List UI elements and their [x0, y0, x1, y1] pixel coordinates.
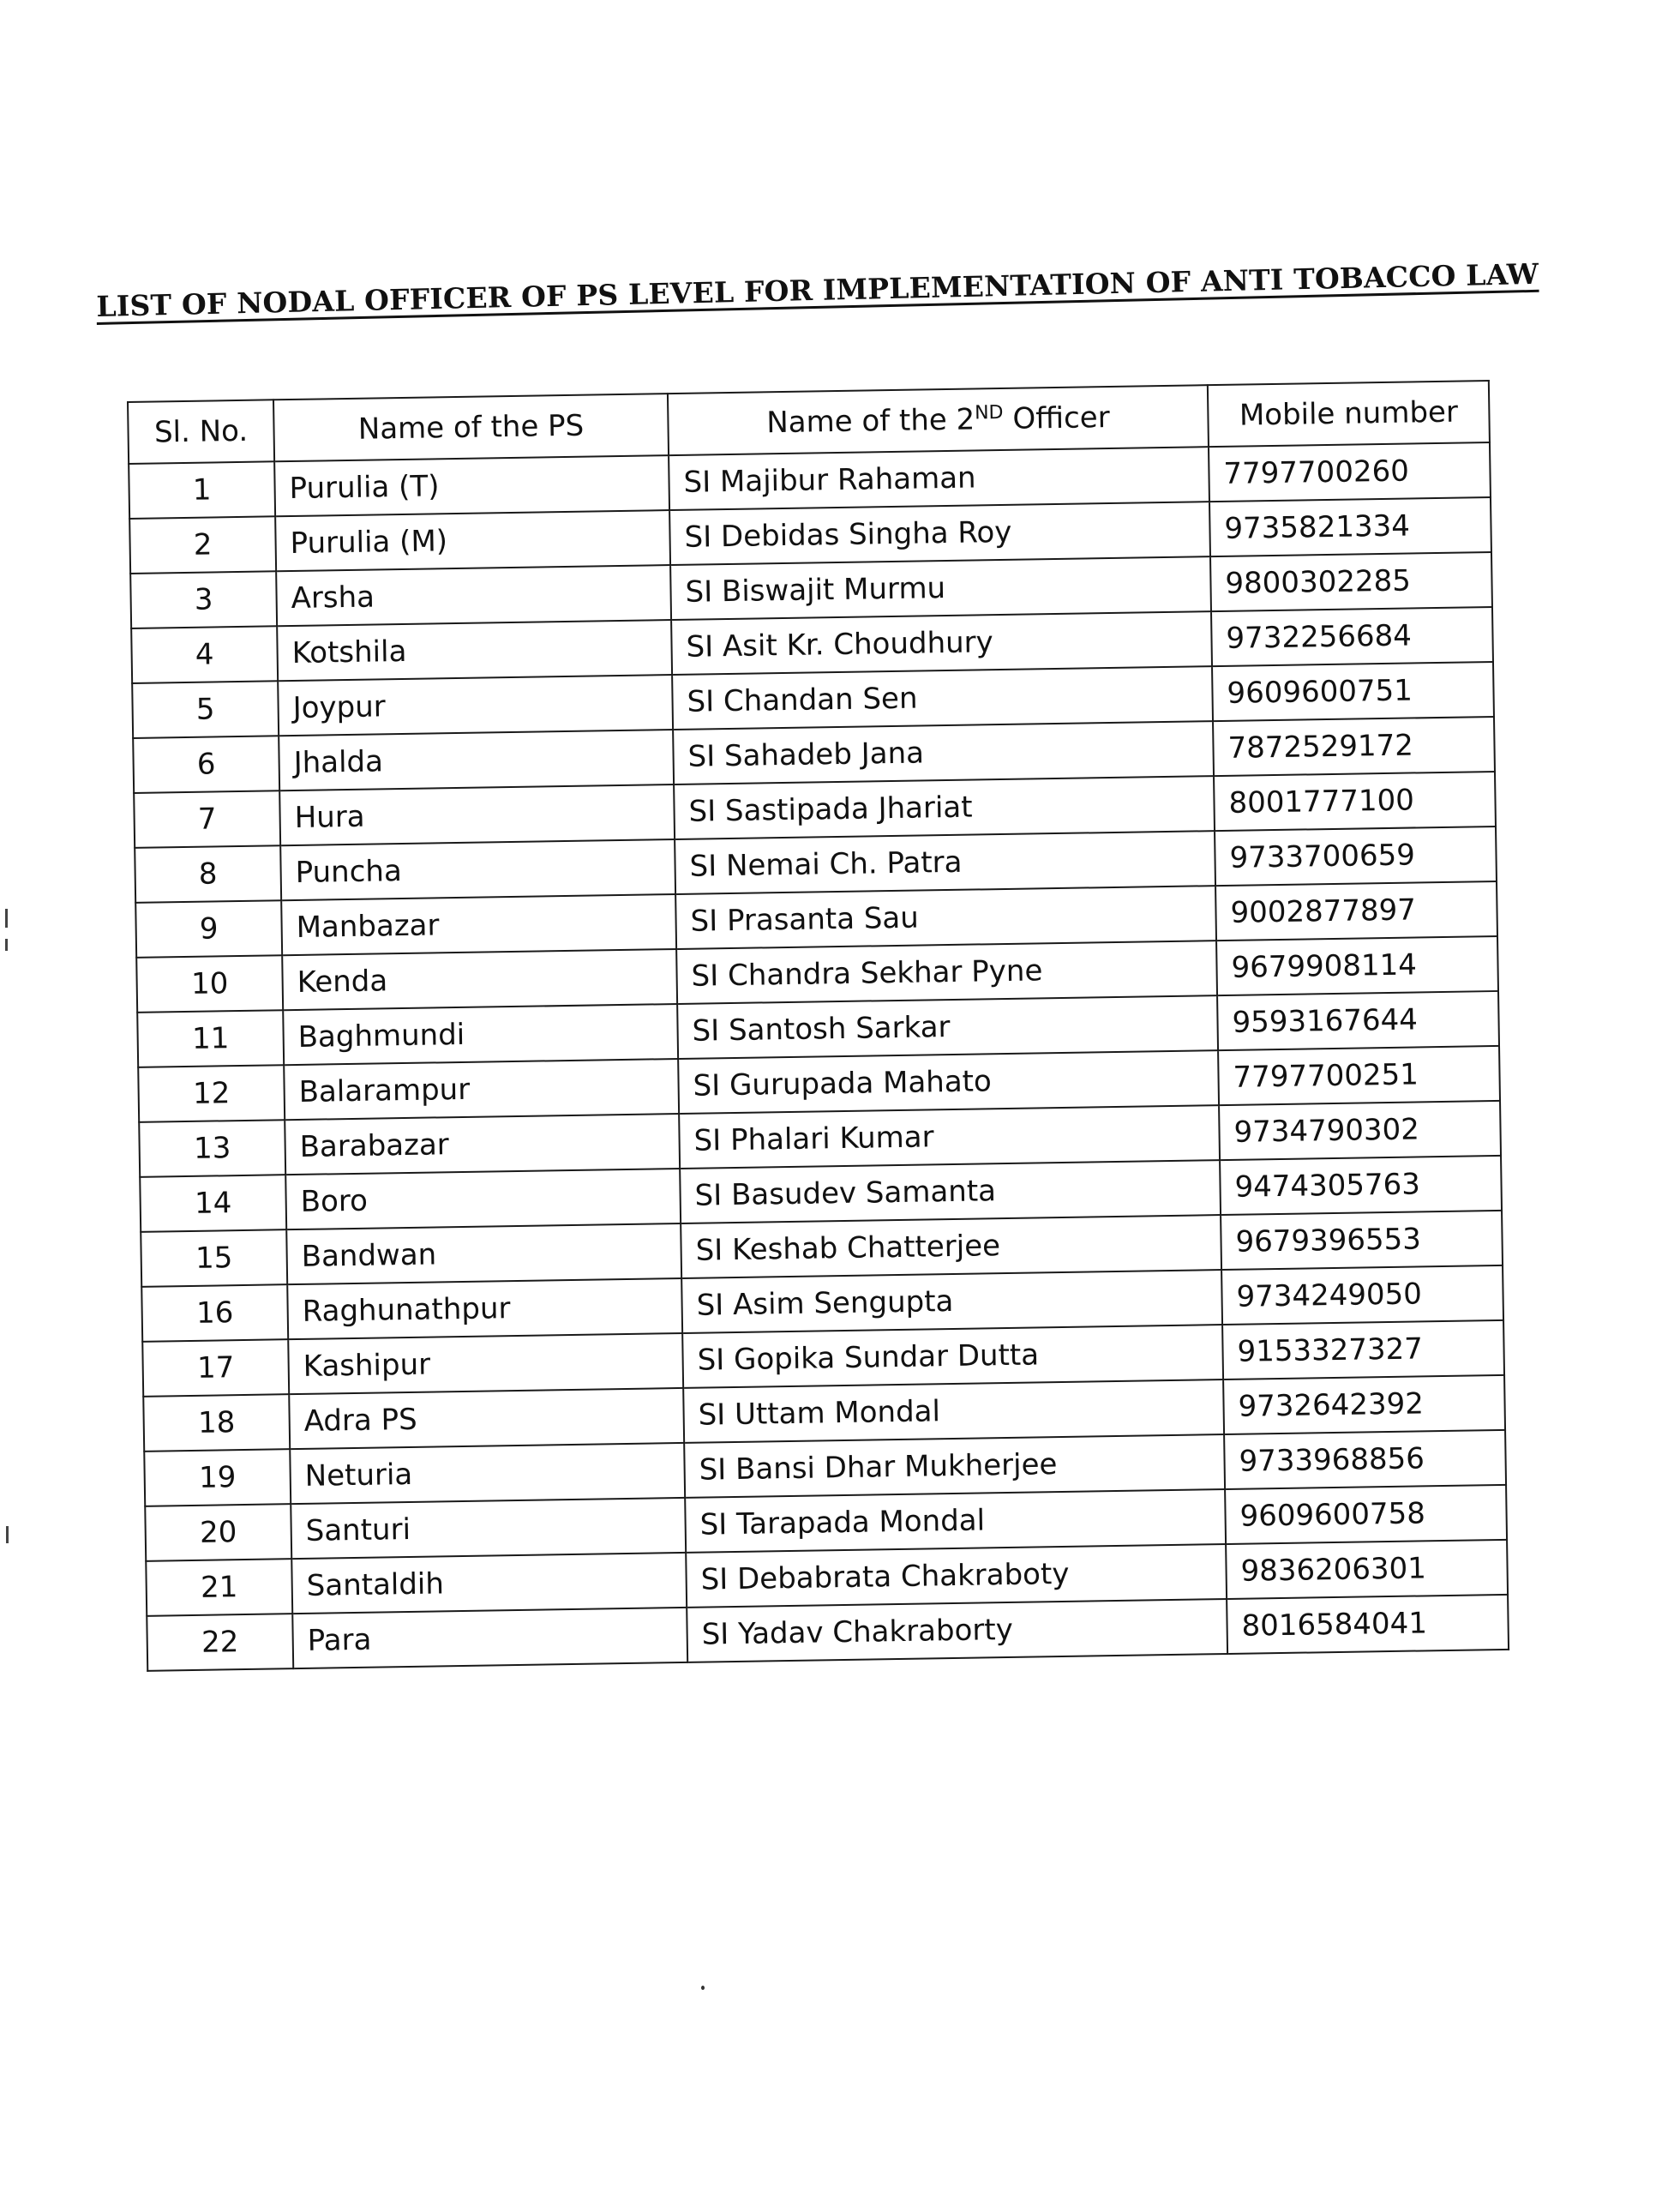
cell-officer-name: SI Debabrata Chakraboty: [686, 1544, 1227, 1608]
cell-mobile-number: 9733968856: [1224, 1430, 1506, 1489]
cell-sl-no: 19: [144, 1449, 291, 1506]
cell-ps-name: Raghunathpur: [287, 1278, 682, 1339]
cell-mobile-number: 9800302285: [1210, 552, 1492, 611]
cell-sl-no: 12: [138, 1065, 285, 1122]
cell-mobile-number: 7797700260: [1209, 442, 1491, 502]
cell-sl-no: 13: [139, 1120, 285, 1177]
cell-officer-name: SI Biswajit Murmu: [670, 556, 1211, 620]
cell-officer-name: SI Phalari Kumar: [679, 1105, 1220, 1169]
cell-mobile-number: 9609600758: [1225, 1485, 1507, 1544]
cell-mobile-number: 9733700659: [1215, 826, 1497, 886]
cell-ps-name: Barabazar: [285, 1114, 680, 1175]
cell-ps-name: Para: [292, 1608, 687, 1668]
cell-officer-name: SI Gurupada Mahato: [678, 1050, 1219, 1114]
cell-mobile-number: 9153327327: [1222, 1320, 1504, 1379]
cell-officer-name: SI Sastipada Jhariat: [674, 776, 1215, 839]
cell-ps-name: Jhalda: [279, 730, 674, 790]
cell-sl-no: 21: [146, 1559, 292, 1616]
cell-mobile-number: 7872529172: [1213, 717, 1495, 776]
cell-mobile-number: 9002877897: [1215, 881, 1497, 941]
scan-mark-left-1: [5, 909, 8, 928]
cell-ps-name: Purulia (T): [274, 455, 669, 516]
cell-officer-name: SI Santosh Sarkar: [677, 995, 1218, 1059]
header-officer-name: [668, 385, 1209, 455]
cell-officer-name: SI Majibur Rahaman: [669, 447, 1209, 510]
cell-officer-name: SI Uttam Mondal: [683, 1379, 1224, 1443]
cell-ps-name: Kenda: [282, 949, 677, 1010]
cell-sl-no: 17: [142, 1339, 289, 1397]
cell-mobile-number: 9609600751: [1212, 662, 1494, 721]
cell-officer-name: SI Prasanta Sau: [675, 886, 1216, 949]
scan-speck: [701, 1986, 705, 1990]
cell-officer-name: SI Asit Kr. Choudhury: [671, 611, 1212, 675]
cell-officer-name: SI Chandan Sen: [672, 666, 1213, 730]
header-officer-prefix: Name of the 2: [765, 402, 975, 441]
cell-mobile-number: 9732256684: [1211, 607, 1493, 666]
header-sl-no: Sl. No.: [128, 400, 274, 464]
cell-mobile-number: 9734249050: [1221, 1265, 1503, 1325]
cell-mobile-number: 9474305763: [1220, 1156, 1502, 1215]
cell-sl-no: 14: [140, 1175, 286, 1232]
table-body: [129, 442, 1509, 1671]
cell-mobile-number: 9735821334: [1209, 497, 1491, 556]
cell-sl-no: 2: [129, 516, 276, 574]
cell-ps-name: Kashipur: [288, 1333, 683, 1394]
cell-ps-name: Hura: [279, 784, 675, 845]
header-officer-sup: ND: [974, 401, 1004, 424]
cell-sl-no: 4: [131, 626, 278, 683]
cell-ps-name: Puncha: [280, 839, 675, 900]
officer-table-container: [127, 380, 1508, 1672]
document-title: LIST OF NODAL OFFICER OF PS LEVEL FOR IMPLEMENTATION OF ANTI TOBACCO LAW: [96, 256, 1539, 323]
cell-officer-name: SI Tarapada Mondal: [685, 1489, 1226, 1553]
cell-sl-no: 3: [130, 571, 277, 628]
cell-sl-no: 8: [135, 845, 281, 903]
cell-sl-no: 9: [135, 900, 282, 958]
cell-mobile-number: 7797700251: [1218, 1046, 1500, 1105]
cell-mobile-number: 8001777100: [1214, 772, 1496, 831]
cell-sl-no: 20: [145, 1504, 291, 1561]
cell-ps-name: Joypur: [278, 675, 673, 736]
cell-officer-name: SI Bansi Dhar Mukherjee: [684, 1434, 1225, 1498]
cell-ps-name: Santaldih: [291, 1553, 687, 1614]
cell-sl-no: 7: [134, 790, 280, 848]
cell-ps-name: Boro: [285, 1169, 681, 1229]
cell-ps-name: Purulia (M): [275, 510, 670, 571]
cell-ps-name: Bandwan: [286, 1223, 681, 1284]
cell-sl-no: 5: [132, 681, 279, 738]
cell-ps-name: Balarampur: [284, 1059, 679, 1120]
cell-mobile-number: 9679908114: [1216, 936, 1498, 995]
scan-mark-left-3: [6, 1526, 9, 1543]
cell-ps-name: Baghmundi: [283, 1004, 678, 1065]
cell-officer-name: SI Gopika Sundar Dutta: [682, 1325, 1223, 1388]
cell-ps-name: Adra PS: [289, 1388, 684, 1449]
cell-mobile-number: 9679396553: [1221, 1211, 1503, 1270]
cell-sl-no: 16: [141, 1284, 288, 1342]
cell-mobile-number: 8016584041: [1227, 1595, 1509, 1654]
cell-officer-name: SI Nemai Ch. Patra: [675, 831, 1215, 894]
cell-officer-name: SI Chandra Sekhar Pyne: [676, 941, 1217, 1004]
cell-mobile-number: 9836206301: [1226, 1540, 1508, 1599]
cell-ps-name: Neturia: [290, 1443, 685, 1504]
header-mobile: Mobile number: [1208, 381, 1490, 447]
cell-officer-name: SI Debidas Singha Roy: [669, 502, 1210, 565]
cell-ps-name: Santuri: [291, 1498, 686, 1559]
cell-mobile-number: 9732642392: [1223, 1375, 1505, 1434]
header-officer-suffix: Officer: [1003, 400, 1110, 436]
cell-officer-name: SI Basudev Samanta: [680, 1160, 1221, 1223]
scan-mark-left-2: [5, 939, 8, 951]
cell-sl-no: 6: [133, 736, 279, 793]
header-ps-name: Name of the PS: [273, 394, 669, 461]
cell-ps-name: Arsha: [276, 565, 671, 626]
cell-officer-name: SI Keshab Chatterjee: [681, 1215, 1221, 1278]
cell-sl-no: 11: [137, 1010, 284, 1067]
cell-ps-name: Kotshila: [277, 620, 672, 681]
cell-sl-no: 22: [147, 1614, 293, 1671]
cell-ps-name: Manbazar: [281, 894, 676, 955]
cell-officer-name: SI Sahadeb Jana: [673, 721, 1214, 784]
cell-sl-no: 15: [141, 1229, 287, 1287]
cell-sl-no: 1: [129, 461, 275, 519]
cell-sl-no: 10: [136, 955, 283, 1013]
cell-officer-name: SI Yadav Chakraborty: [687, 1599, 1227, 1662]
cell-mobile-number: 9734790302: [1219, 1101, 1501, 1160]
cell-sl-no: 18: [143, 1394, 290, 1452]
cell-officer-name: SI Asim Sengupta: [681, 1270, 1222, 1333]
nodal-officer-table: [127, 380, 1509, 1672]
cell-mobile-number: 9593167644: [1217, 991, 1499, 1050]
